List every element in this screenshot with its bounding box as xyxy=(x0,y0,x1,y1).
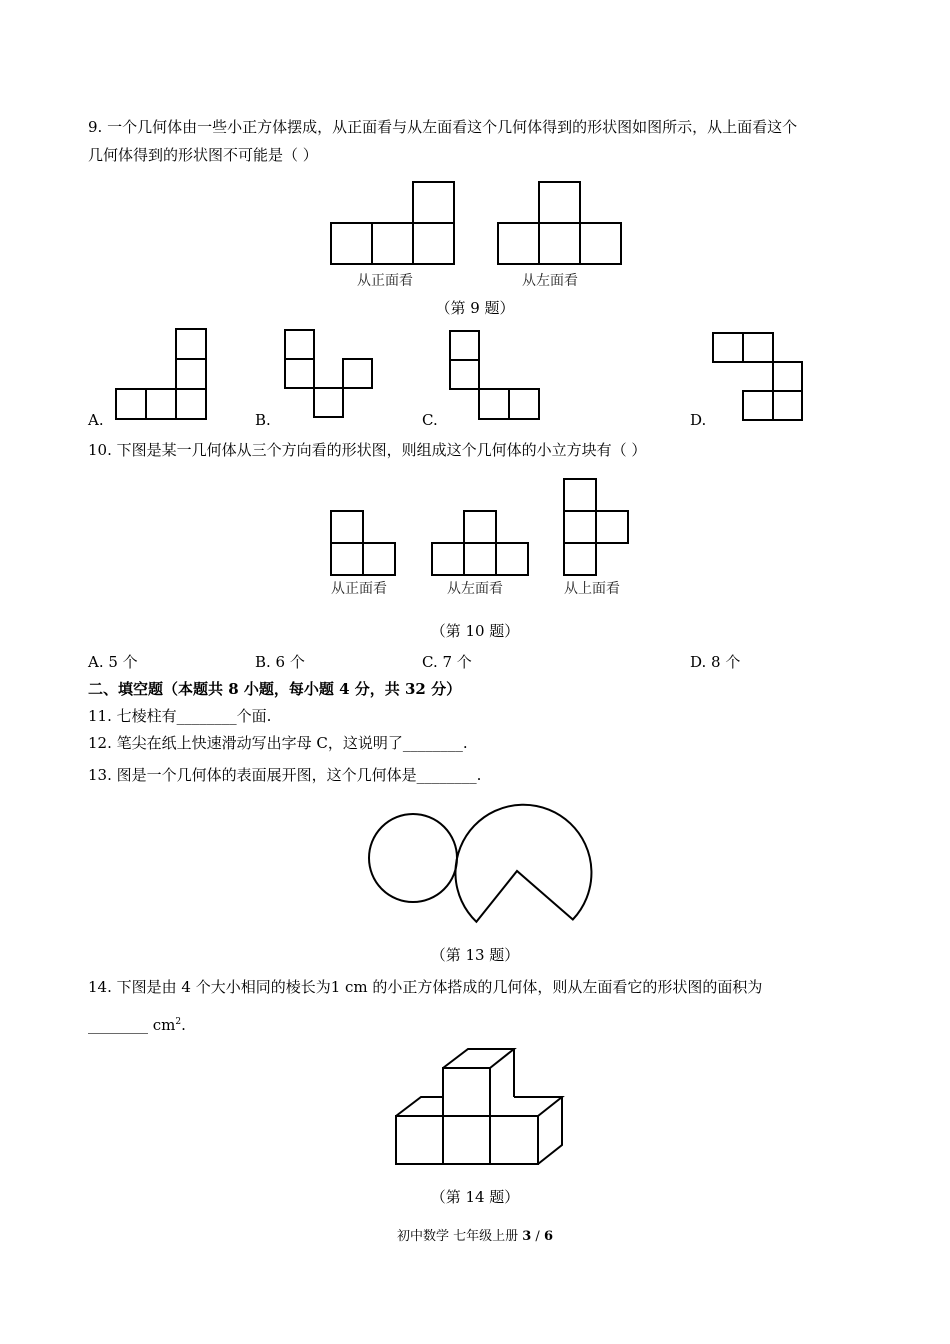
footer-page-number: 3 xyxy=(522,1229,532,1244)
page-footer xyxy=(0,1228,950,1246)
footer-total-pages: 6 xyxy=(543,1229,553,1244)
q9-front-label: 从正面看 xyxy=(357,273,413,289)
q10-option-c: C. 7 个 xyxy=(422,653,472,671)
section2-title: 二、填空题（本题共 8 小题，每小题 4 分，共 32 分） xyxy=(88,680,462,698)
q11-text: 11. 七棱柱有________个面. xyxy=(88,707,272,725)
q9-text-line1: 9. 一个几何体由一些小正方体摆成，从正面看与从左面看这个几何体得到的形状图如图所示，从上面看这个 xyxy=(88,118,798,136)
q10-left-label: 从左面看 xyxy=(447,581,503,597)
q10-top-label: 从上面看 xyxy=(564,581,620,597)
q9-option-d: D. xyxy=(690,411,707,429)
q13-text: 13. 图是一个几何体的表面展开图，这个几何体是________. xyxy=(88,766,482,784)
q14-blank: ________ cm xyxy=(88,1016,176,1034)
q12-text: 12. 笔尖在纸上快速滑动写出字母 C，这说明了________. xyxy=(88,734,468,752)
q10-caption: （第 10 题） xyxy=(430,622,520,640)
q9-option-b: B. xyxy=(255,411,271,429)
q9-caption: （第 9 题） xyxy=(435,299,515,317)
q9-text-line2: 几何体得到的形状图不可能是（ ） xyxy=(88,146,318,164)
q10-front-label: 从正面看 xyxy=(331,581,387,597)
footer-separator: / xyxy=(531,1229,544,1244)
q10-option-d: D. 8 个 xyxy=(690,653,741,671)
q9-left-label: 从左面看 xyxy=(522,273,578,289)
footer-subject: 初中数学 七年级上册 xyxy=(396,1229,523,1244)
q10-option-b: B. 6 个 xyxy=(255,653,305,671)
q10-text: 10. 下图是某一几何体从三个方向看的形状图，则组成这个几何体的小立方块有（ ） xyxy=(88,441,647,459)
q9-option-c: C. xyxy=(422,411,438,429)
q14-caption: （第 14 题） xyxy=(430,1188,520,1206)
q9-option-a: A. xyxy=(88,411,104,429)
q14-unit-exponent: 2 xyxy=(175,1017,182,1027)
q14-text-line1: 14. 下图是由 4 个大小相同的棱长为1 cm 的小正方体搭成的几何体，则从左面看它的形状图的面积为 xyxy=(88,978,763,996)
q13-caption: （第 13 题） xyxy=(430,946,520,964)
q10-option-a: A. 5 个 xyxy=(88,653,138,671)
q14-period: . xyxy=(181,1016,186,1034)
